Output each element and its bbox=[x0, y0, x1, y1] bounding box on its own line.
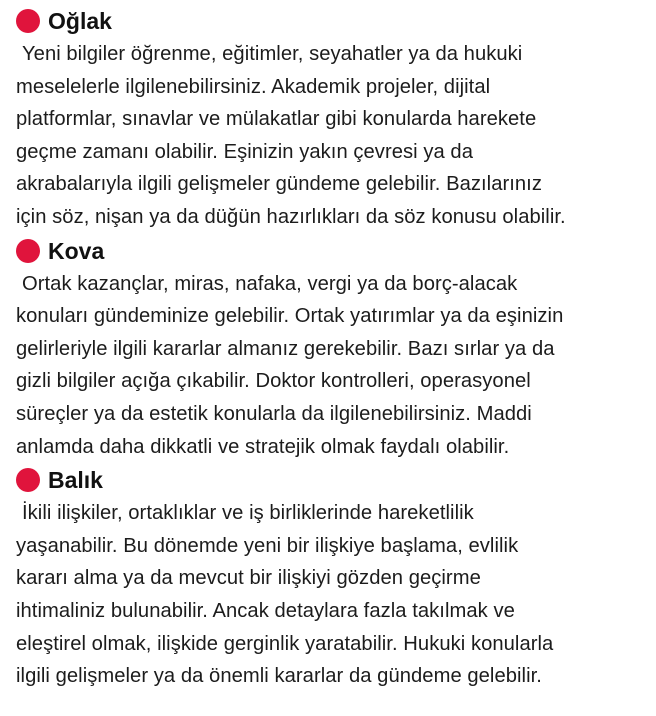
red-circle-icon bbox=[16, 239, 40, 263]
paragraph-line: İkili ilişkiler, ortaklıklar ve iş birliklerinde hareketlilik bbox=[22, 502, 474, 525]
paragraph-line: Ortak kazançlar, miras, nafaka, vergi ya da borç-alacak bbox=[22, 272, 518, 295]
paragraph-line: konuları gündeminize gelebilir. Ortak yatırımlar ya da eşinizin bbox=[16, 305, 564, 328]
section-paragraph bbox=[16, 268, 648, 464]
red-circle-icon bbox=[16, 9, 40, 33]
paragraph-line: anlamda daha dikkatli ve stratejik olmak faydalı olabilir. bbox=[16, 435, 510, 458]
paragraph-line: ihtimaliniz bulunabilir. Ancak detaylara fazla takılmak ve bbox=[16, 599, 515, 622]
section-heading bbox=[16, 234, 648, 268]
section-heading bbox=[16, 463, 648, 497]
section-kova bbox=[16, 234, 648, 464]
section-title: Oğlak bbox=[48, 8, 112, 34]
paragraph-line: platformlar, sınavlar ve mülakatlar gibi konularda harekete bbox=[16, 108, 537, 131]
paragraph-line: yaşanabilir. Bu dönemde yeni bir ilişkiye başlama, evlilik bbox=[16, 534, 519, 557]
paragraph-line: süreçler ya da estetik konularla da ilgilenebilirsiniz. Maddi bbox=[16, 402, 532, 425]
section-balik bbox=[16, 463, 648, 693]
paragraph-line: için söz, nişan ya da düğün hazırlıkları da söz konusu olabilir. bbox=[16, 205, 566, 228]
paragraph-line: meselelerle ilgilenebilirsiniz. Akademik projeler, dijital bbox=[16, 75, 491, 98]
section-paragraph bbox=[16, 497, 648, 693]
paragraph-line: kararı alma ya da mevcut bir ilişkiyi gözden geçirme bbox=[16, 567, 481, 590]
section-heading bbox=[16, 4, 648, 38]
paragraph-line: Yeni bilgiler öğrenme, eğitimler, seyahatler ya da hukuki bbox=[22, 43, 523, 65]
paragraph-line: gelirleriyle ilgili kararlar almanız gerekebilir. Bazı sırlar ya da bbox=[16, 337, 555, 360]
section-oglak bbox=[16, 4, 648, 234]
paragraph-line: gizli bilgiler açığa çıkabilir. Doktor kontrolleri, operasyonel bbox=[16, 370, 531, 393]
paragraph-line: geçme zamanı olabilir. Eşinizin yakın çevresi ya da bbox=[16, 140, 473, 163]
paragraph-line: akrabalarıyla ilgili gelişmeler gündeme gelebilir. Bazılarınız bbox=[16, 173, 542, 196]
section-paragraph bbox=[16, 38, 648, 234]
section-title: Kova bbox=[48, 237, 105, 264]
section-title: Balık bbox=[48, 467, 103, 494]
red-circle-icon bbox=[16, 468, 40, 492]
paragraph-line: ilgili gelişmeler ya da önemli kararlar da gündeme gelebilir. bbox=[16, 665, 542, 688]
paragraph-line: eleştirel olmak, ilişkide gerginlik yaratabilir. Hukuki konularla bbox=[16, 632, 554, 655]
